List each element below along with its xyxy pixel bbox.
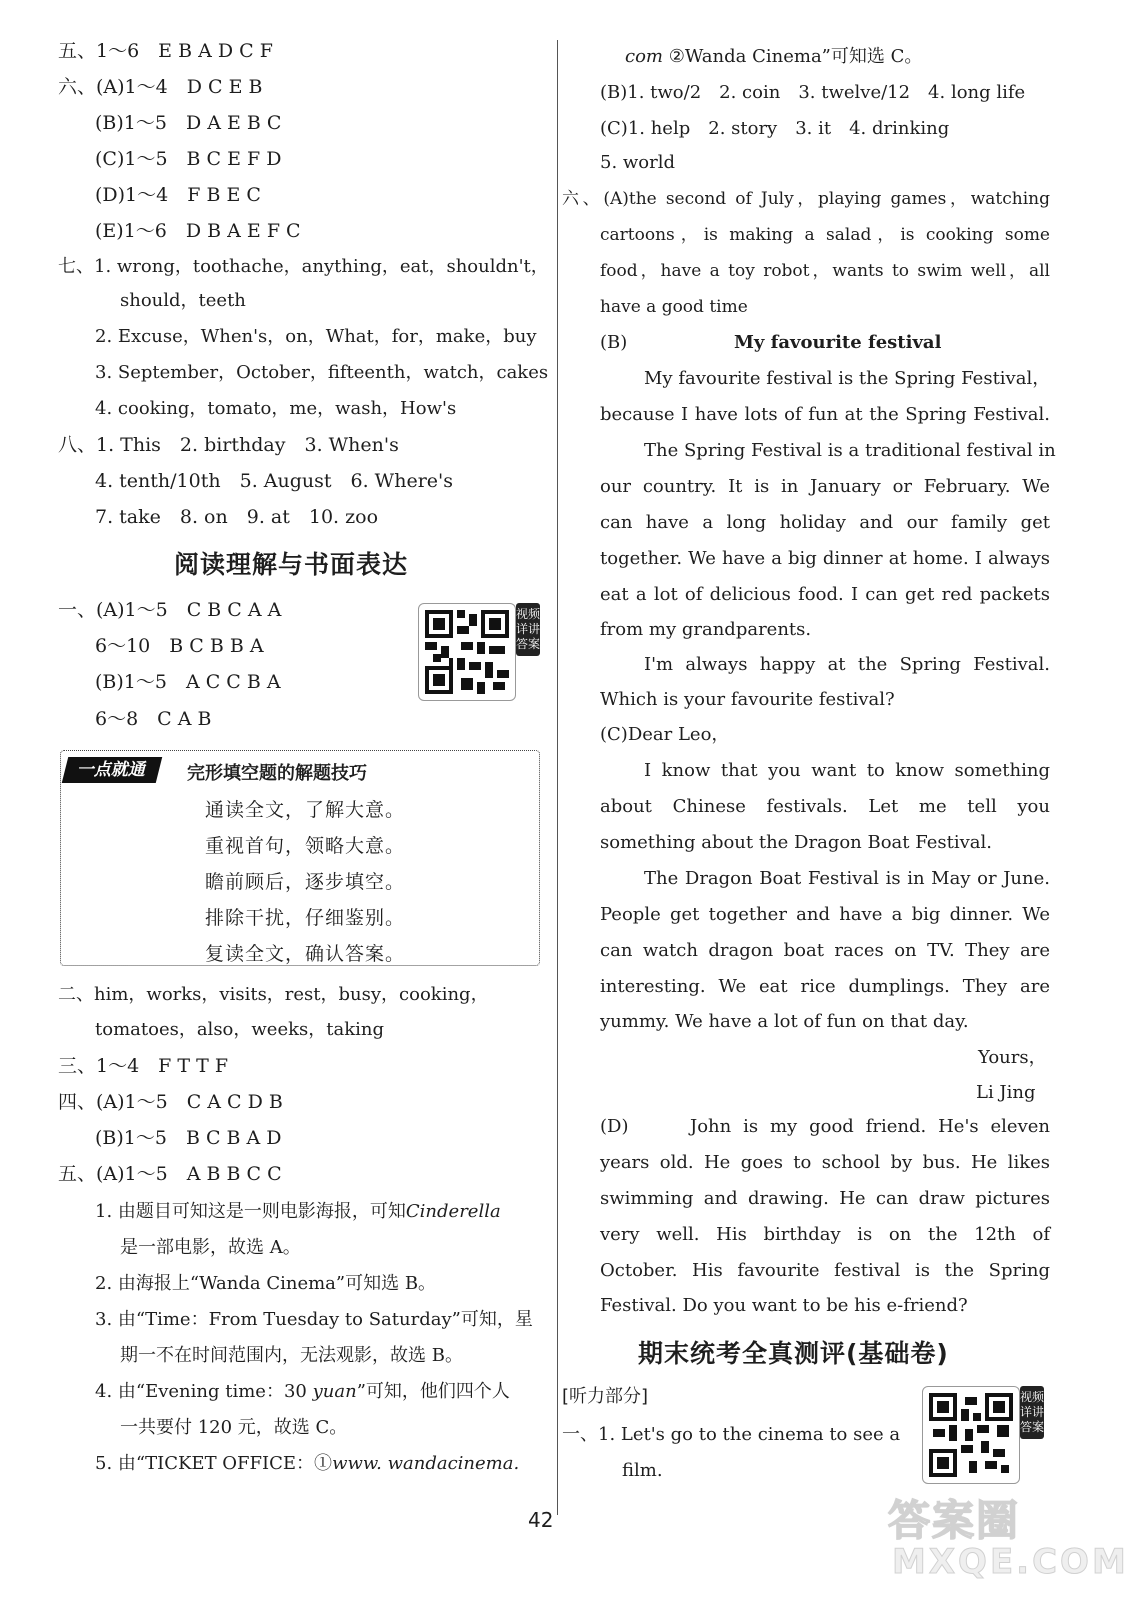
answer-line: 五、1～6 E B A D C F — [58, 40, 273, 62]
answer-line: 一、(A)1～5 C B C A A — [58, 599, 282, 621]
essay-line: together. We have a big dinner at home. I always — [600, 548, 1050, 569]
letter-line: yummy. We have a lot of fun on that day. — [600, 1011, 969, 1032]
answer-line: (E)1～6 D B A E F C — [95, 220, 301, 242]
qr-code[interactable] — [418, 603, 516, 701]
answer-line: 4. cooking，tomato，me，wash，How's — [95, 398, 457, 419]
qr-code-icon — [425, 610, 509, 694]
letter-opening: (C)Dear Leo， — [600, 724, 730, 745]
explanation-line: 3. 由“Time：From Tuesday to Saturday”可知，星 — [95, 1309, 533, 1330]
essay-line: swimming and drawing. He can draw pictures — [600, 1188, 1050, 1209]
page-number: 42 — [528, 1508, 554, 1532]
letter-line: about Chinese festivals. Let me tell you — [600, 796, 1050, 817]
letter-signature: Li Jing — [976, 1082, 1036, 1103]
letter-line: I know that you want to know something — [644, 760, 1050, 781]
explanation-line: com ②Wanda Cinema”可知选 C。 — [625, 46, 923, 67]
tip-line: 排除干扰，仔细鉴别。 — [205, 907, 406, 929]
qr-tag: 视频详讲答案 — [1020, 1386, 1044, 1439]
letter-line: People get together and have a big dinner. We — [600, 904, 1050, 925]
explanation-line: 4. 由“Evening time：30 yuan”可知，他们四个人 — [95, 1381, 510, 1402]
answer-line: 六、(A)the second of July，playing games，watching — [562, 189, 1050, 209]
answer-line: 4. tenth/10th 5. August 6. Where's — [95, 470, 453, 492]
answer-line: food，have a toy robot，wants to swim well，all — [600, 261, 1050, 281]
explanation-line: 一共要付 120 元，故选 C。 — [120, 1417, 348, 1438]
answer-line: (D)1～4 F B E C — [95, 184, 261, 206]
answer-line: 3. September，October，fifteenth，watch，cakes — [95, 362, 549, 383]
explanation-line: 2. 由海报上“Wanda Cinema”可知选 B。 — [95, 1273, 437, 1294]
answer-line: should，teeth — [120, 290, 246, 311]
explanation-line: 期一不在时间范围内，无法观影，故选 B。 — [120, 1345, 463, 1366]
answer-line: 七、1. wrong，toothache，anything，eat，shouldn't， — [58, 256, 549, 277]
explanation-line: 1. 由题目可知这是一则电影海报，可知Cinderella — [95, 1201, 501, 1222]
answer-line: 7. take 8. on 9. at 10. zoo — [95, 506, 379, 528]
answer-line: have a good time — [600, 297, 748, 317]
answer-line: 三、1～4 F T T F — [58, 1055, 229, 1077]
answer-line: 二、him，works，visits，rest，busy，cooking， — [58, 984, 489, 1005]
watermark — [880, 1488, 1129, 1588]
answer-line: 6～8 C A B — [95, 708, 212, 730]
essay-title: My favourite festival — [734, 332, 942, 353]
tip-line: 复读全文，确认答案。 — [205, 943, 406, 965]
letter-line: something about the Dragon Boat Festival. — [600, 832, 993, 853]
tip-line: 重视首句，领略大意。 — [205, 835, 406, 857]
section-heading: 期末统考全真测评(基础卷) — [638, 1339, 949, 1368]
letter-closing: Yours， — [978, 1047, 1047, 1068]
tip-line: 通读全文，了解大意。 — [205, 799, 406, 821]
answer-line: (B)1～5 B C B A D — [95, 1127, 282, 1149]
letter-line: can watch dragon boat races on TV. They are — [600, 940, 1050, 961]
tip-line: 瞻前顾后，逐步填空。 — [205, 871, 406, 893]
essay-line: because I have lots of fun at the Spring Festival. — [600, 404, 1050, 425]
answer-line: (B)1～5 D A E B C — [95, 112, 282, 134]
answer-line: 5. world — [600, 152, 676, 173]
answer-line: 6～10 B C B B A — [95, 635, 264, 657]
essay-label: (B) — [600, 332, 628, 353]
answer-line: (C)1. help 2. story 3. it 4. drinking — [600, 118, 950, 139]
question-line: film. — [622, 1460, 663, 1481]
listening-label: [听力部分] — [562, 1386, 649, 1407]
answer-line: 四、(A)1～5 C A C D B — [58, 1091, 283, 1113]
question-line: 一、1. Let's go to the cinema to see a — [562, 1424, 901, 1445]
essay-line: from my grandparents. — [600, 619, 812, 640]
essay-line: can have a long holiday and our family get — [600, 512, 1050, 533]
essay-label: (D) — [600, 1116, 629, 1137]
qr-code[interactable] — [922, 1386, 1020, 1484]
answer-line: 2. Excuse，When's，on，What，for，make，buy — [95, 326, 537, 347]
essay-line: The Spring Festival is a traditional festival in — [644, 440, 1056, 461]
letter-line: The Dragon Boat Festival is in May or June. — [644, 868, 1050, 889]
tip-box — [60, 750, 540, 966]
tip-badge: 一点就通 — [62, 757, 162, 783]
watermark-top: 答案圈 — [888, 1496, 1021, 1545]
answer-line: 八、1. This 2. birthday 3. When's — [58, 434, 399, 456]
qr-code-icon — [929, 1393, 1013, 1477]
essay-line: My favourite festival is the Spring Festival， — [644, 368, 1051, 389]
qr-tag: 视频详讲答案 — [516, 603, 540, 656]
answer-line: tomatoes，also，weeks，taking — [95, 1019, 384, 1040]
explanation-line: 是一部电影，故选 A。 — [120, 1237, 301, 1258]
answer-line: cartoons，is making a salad，is cooking some — [600, 225, 1050, 245]
column-divider — [557, 40, 558, 1515]
essay-line: Festival. Do you want to be his e-friend? — [600, 1295, 968, 1316]
essay-line: Which is your favourite festival? — [600, 689, 895, 710]
answer-line: (B)1. two/2 2. coin 3. twelve/12 4. long life — [600, 82, 1026, 103]
explanation-line: 5. 由“TICKET OFFICE：①www. wandacinema. — [95, 1453, 520, 1474]
section-heading: 阅读理解与书面表达 — [174, 550, 409, 579]
essay-line: October. His favourite festival is the Spring — [600, 1260, 1050, 1281]
answer-line: (B)1～5 A C C B A — [95, 671, 281, 693]
answer-line: 五、(A)1～5 A B B C C — [58, 1163, 282, 1185]
essay-line: years old. He goes to school by bus. He likes — [600, 1152, 1050, 1173]
essay-line: I'm always happy at the Spring Festival. — [644, 654, 1050, 675]
answer-line: 六、(A)1～4 D C E B — [58, 76, 263, 98]
letter-line: interesting. We eat rice dumplings. They are — [600, 976, 1050, 997]
watermark-bottom: MXQE.COM — [892, 1542, 1129, 1582]
answer-line: (C)1～5 B C E F D — [95, 148, 282, 170]
essay-line: eat a lot of delicious food. I can get red packets — [600, 584, 1050, 605]
tip-title: 完形填空题的解题技巧 — [187, 763, 367, 784]
essay-line: John is my good friend. He's eleven — [690, 1116, 1050, 1137]
essay-line: very well. His birthday is on the 12th of — [600, 1224, 1050, 1245]
essay-line: our country. It is in January or February. We — [600, 476, 1050, 497]
